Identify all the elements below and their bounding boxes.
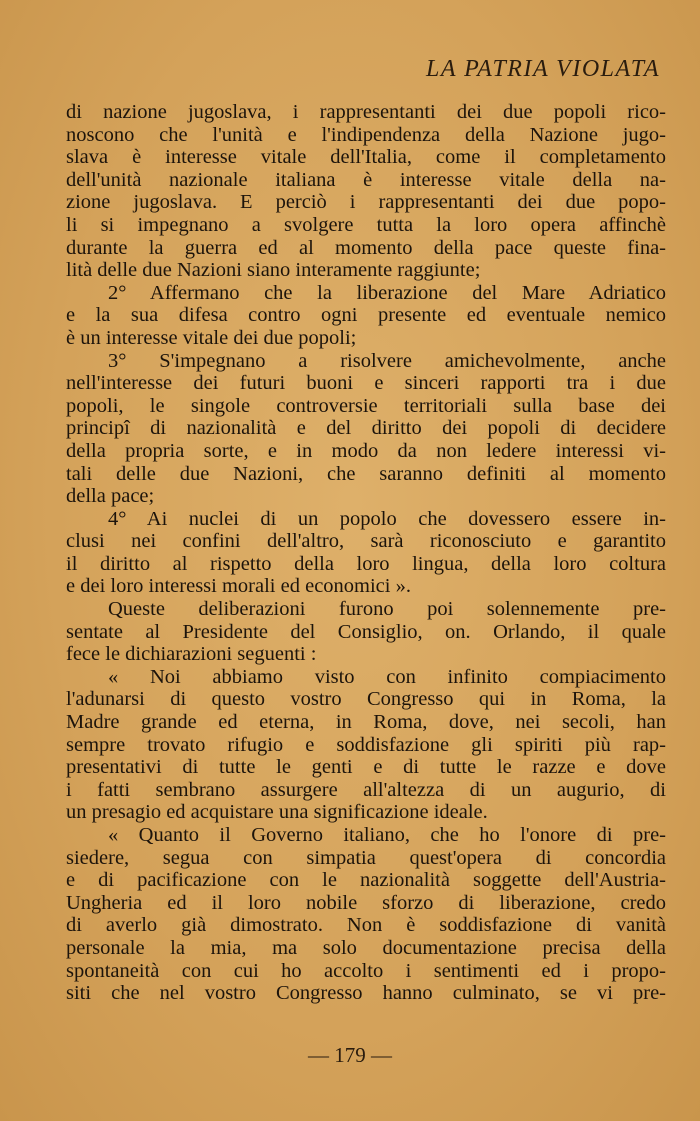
text-line: 4° Ai nuclei di un popolo che dovessero essere in- [108, 507, 666, 530]
text-line: un presagio ed acquistare una significazione ideale. [66, 801, 488, 824]
text-line: 2° Affermano che la liberazione del Mare Adriatico [108, 281, 666, 304]
text-line: nell'interesse dei futuri buoni e sinceri rapporti tra i due [66, 372, 666, 395]
text-line: « Noi abbiamo visto con infinito compiacimento [108, 665, 666, 688]
text-line: presentativi di tutte le genti e di tutte le razze e dove [66, 756, 666, 779]
text-line: Madre grande ed eterna, in Roma, dove, nei secoli, han [66, 711, 666, 734]
text-line: Ungheria ed il loro nobile sforzo di liberazione, credo [66, 891, 666, 914]
text-line: Queste deliberazioni furono poi solennemente pre- [108, 598, 666, 621]
text-line: e di pacificazione con le nazionalità soggette dell'Austria- [66, 869, 666, 892]
text-line: tali delle due Nazioni, che saranno definiti al momento [66, 462, 666, 485]
text-line: li si impegnano a svolgere tutta la loro opera affinchè [66, 213, 666, 236]
text-line: siedere, segua con simpatia quest'opera di concordia [66, 846, 666, 869]
text-line: e dei loro interessi morali ed economici ». [66, 575, 411, 598]
text-line: di averlo già dimostrato. Non è soddisfazione di vanità [66, 914, 666, 937]
text-line: spontaneità con cui ho accolto i sentimenti ed i propo- [66, 959, 666, 982]
text-line: sempre trovato rifugio e soddisfazione gli spiriti più rap- [66, 733, 666, 756]
text-line: il diritto al rispetto della loro lingua, della loro coltura [66, 552, 666, 575]
text-line: dell'unità nazionale italiana è interesse vitale della na- [66, 168, 666, 191]
text-line: personale la mia, ma solo documentazione precisa della [66, 936, 666, 959]
text-line: noscono che l'unità e l'indipendenza della Nazione jugo- [66, 123, 666, 146]
text-line: principî di nazionalità e del diritto dei popoli di decidere [66, 417, 666, 440]
text-line: i fatti sembrano assurgere all'altezza di un augurio, di [66, 778, 666, 801]
text-line: è un interesse vitale dei due popoli; [66, 326, 357, 349]
text-line: 3° S'impegnano a risolvere amichevolmente, anche [108, 349, 666, 372]
body-text [66, 101, 666, 1005]
text-line: sentate al Presidente del Consiglio, on. Orlando, il quale [66, 620, 666, 643]
text-line: della pace; [66, 485, 155, 508]
text-line: e la sua difesa contro ogni presente ed eventuale nemico [66, 304, 666, 327]
text-line: di nazione jugoslava, i rappresentanti dei due popoli rico- [66, 101, 666, 123]
text-line: durante la guerra ed al momento della pace queste fina- [66, 236, 666, 259]
running-header: LA PATRIA VIOLATA [426, 56, 660, 82]
text-line: siti che nel vostro Congresso hanno culminato, se vi pre- [66, 982, 666, 1005]
text-line: slava è interesse vitale dell'Italia, come il completamento [66, 146, 666, 169]
text-line: lità delle due Nazioni siano interamente raggiunte; [66, 259, 481, 282]
text-line: fece le dichiarazioni seguenti : [66, 643, 317, 666]
text-line: della propria sorte, e in modo da non ledere interessi vi- [66, 439, 666, 462]
text-line: zione jugoslava. E perciò i rappresentanti dei due popo- [66, 191, 666, 214]
page-number: — 179 — [308, 1043, 392, 1067]
text-line: l'adunarsi di questo vostro Congresso qui in Roma, la [66, 688, 666, 711]
text-line: clusi nei confini dell'altro, sarà riconosciuto e garantito [66, 530, 666, 553]
text-line: « Quanto il Governo italiano, che ho l'onore di pre- [108, 824, 666, 846]
text-line: popoli, le singole controversie territoriali sulla base dei [66, 394, 666, 417]
